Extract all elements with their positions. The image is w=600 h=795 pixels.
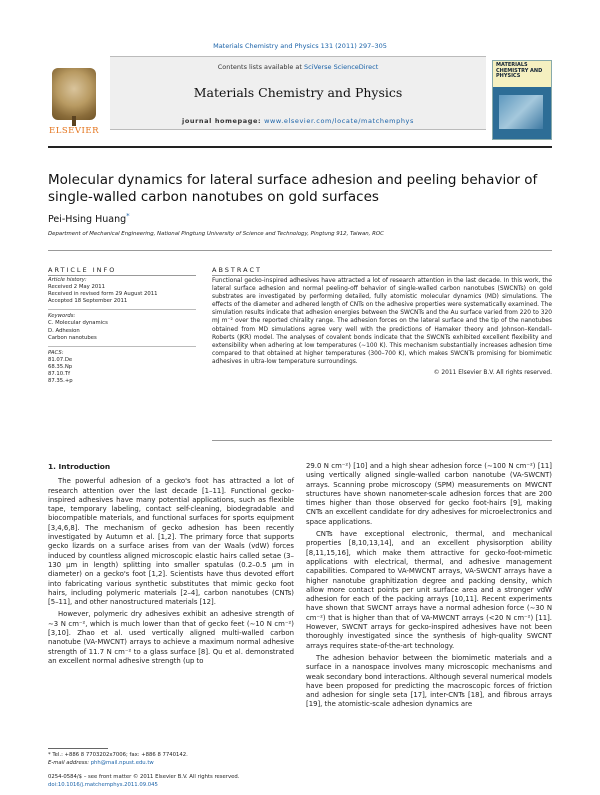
pacs-heading: PACS: <box>48 349 64 356</box>
doi-link[interactable]: doi:10.1016/j.matchemphys.2011.09.045 <box>48 782 158 788</box>
abstract-copyright: © 2011 Elsevier B.V. All rights reserved. <box>433 370 552 377</box>
elsevier-logo <box>48 68 100 140</box>
article-info-rule <box>48 275 196 276</box>
cover-image <box>499 95 543 129</box>
body-paragraph: 29.0 N cm⁻²) [10] and a high shear adhesion force (∼100 N cm⁻²) [11] using vertically aligned single-walled carbon nanotube (VA-SWCNT) arrays. Scanning probe microscopy (SPM) measurements on MWCNT structures have shown nanometer-scale adhesion forces that are 200 times higher than those observed for gecko foot-hairs [9], making CNTs an excellent candidate for dry adhesives for microelectronics and space applications. <box>306 462 552 526</box>
history-item: Received in revised form 29 August 2011 <box>48 291 158 298</box>
footnote-contact: * Tel.: +886 8 7703202x7006; fax: +886 8 7740142. <box>48 752 188 758</box>
journal-cover-thumbnail <box>492 60 552 140</box>
article-title: Molecular dynamics for lateral surface adhesion and peeling behavior of single-walled carbon nanotubes on gold surfaces <box>48 172 538 205</box>
pacs-code: 87.10.Tf <box>48 371 70 378</box>
affiliation-rule <box>48 250 552 251</box>
body-paragraph: The powerful adhesion of a gecko's foot has attracted a lot of research attention over the last decade [1–11]. Functional gecko-inspired adhesives have many potential applications, such as flexible tape, temporary labeling, contact self-cleaning, biodegradable and biocompatible materials, and functional surfaces for sports equipment [3,4,6,8]. The mechanism of gecko adhesion has been recently investigated by Autumn et al. [1,2]. The primary force that supports gecko lizards on a surface arises from van der Waals (vdW) forces induced by countless aligned microscopic elastic hairs called setae (3–130 μm in length) splitting into smaller spatulas (0.2–0.5 μm in diameter) on a gecko's foot [1,2]. Scientists have thus devoted effort into fabricating various synthetic substitutes that mimic gecko foot hairs, including polymeric materials [2–4], carbon nanotubes (CNTs) [5–11], and other nanostructured materials [12]. <box>48 477 294 607</box>
corresponding-author-mark[interactable]: * <box>126 212 130 220</box>
footnote-rule <box>48 748 108 749</box>
affiliation: Department of Mechanical Engineering, National Pingtung University of Science and Technology, Pingtung 912, Taiwan, ROC <box>48 231 384 237</box>
journal-banner <box>110 56 486 130</box>
history-heading: Article history: <box>48 277 87 283</box>
footnote-email-line <box>48 760 154 766</box>
keyword: D. Adhesion <box>48 327 80 334</box>
sciencedirect-link[interactable]: SciVerse ScienceDirect <box>304 63 379 71</box>
publisher-name: ELSEVIER <box>49 126 99 136</box>
keywords-heading: Keywords: <box>48 313 76 320</box>
history-item: Accepted 18 September 2011 <box>48 298 128 305</box>
email-label: E-mail address: <box>48 760 91 766</box>
journal-masthead <box>48 56 552 140</box>
history-item: Received 2 May 2011 <box>48 284 105 291</box>
doi-line <box>48 782 158 788</box>
email-link[interactable]: phh@mail.npust.edu.tw <box>90 760 154 766</box>
body-left-column <box>48 462 294 669</box>
contents-prefix: Contents lists available at <box>217 63 305 71</box>
cover-title: MATERIALS CHEMISTRY AND PHYSICS <box>496 62 543 79</box>
issn-line: 0254-0584/$ – see front matter © 2011 Elsevier B.V. All rights reserved. <box>48 774 240 780</box>
abstract-label: ABSTRACT <box>212 266 262 274</box>
body-paragraph: The adhesion behavior between the biomimetic materials and a surface in a nanospace involves many microscopic mechanisms and weak secondary bond interactions. Although several numerical models have been proposed for predicting the macroscopic forces of friction and adhesion for single seta [17], inter-CNTs [18], and fibrous arrays [19], the atomistic-scale adhesion dynamics are <box>306 653 552 709</box>
keyword: Carbon nanotubes <box>48 334 97 341</box>
pacs-code: 68.35.Np <box>48 363 73 370</box>
pacs-code: 81.07.De <box>48 356 73 363</box>
abstract-text: Functional gecko-inspired adhesives have attracted a lot of research attention in the last decade. In this work, the lateral surface adhesion and normal peeling-off behavior of single-walled carbon nanotubes (SWCNTs) on gold substrates are investigated by performing detailed, fully atomistic molecular dynamics (MD) simulations. The effects of the diameter and adhered length of CNTs on the adhesive properties were systematically examined. The simulation results indicate that adhesion energies between the SWCNTs and the Au surface varied from 220 to 320 mJ m⁻² over the reported chirality range. The adhesion forces on the lateral surface and the tip of the nanotubes obtained from MD simulations agree very well with the predictions of Hamaker theory and Johnson–Kendall–Roberts (JKR) model. The analyses of covalent bonds indicate that the SWCNTs exhibited excellent flexibility and extensibility when adhering at low temperatures (∼100 K). This mechanism substantially increases adhesion time compared to that obtained at higher temperatures (300–700 K), which makes SWCNTs promising for biomimetic adhesives in ultra-low temperature surroundings. <box>212 278 552 365</box>
header-rule <box>48 146 552 148</box>
homepage-prefix: journal homepage: <box>182 117 265 125</box>
journal-citation[interactable]: Materials Chemistry and Physics 131 (2011) 297–305 <box>213 42 387 50</box>
homepage-link[interactable]: www.elsevier.com/locate/matchemphys <box>264 117 414 125</box>
article-info-label: ARTICLE INFO <box>48 266 117 274</box>
journal-homepage <box>110 117 486 125</box>
contents-line <box>110 63 486 71</box>
author-name: Pei-Hsing Huang <box>48 214 127 226</box>
article-info <box>48 277 196 385</box>
author-line <box>48 212 130 225</box>
body-paragraph: CNTs have exceptional electronic, thermal, and mechanical properties [8,10,13,14], and an excellent physisorption ability [8,11,15,16], which make them attractive for gecko-foot-mimetic applications with electrical, thermal, and adhesive management capabilities. Compared to VA-MWCNT arrays, VA-SWCNT arrays have a higher nanotube graphitization degree and packing density, which allow more contact points per unit surface area and a stronger vdW adhesion for each of the packing arrays [10,11]. Recent experiments have shown that SWCNT arrays have a normal adhesion force (∼30 N cm⁻²) that is higher than that of VA-MWCNT arrays (<20 N cm⁻²) [11]. However, SWCNT arrays for gecko-inspired adhesives have not been thoroughly investigated since the synthesis of high-quality SWCNT arrays requires state-of-the-art technology. <box>306 530 552 650</box>
abstract-rule-bottom <box>212 440 552 441</box>
journal-title: Materials Chemistry and Physics <box>193 85 403 100</box>
abstract <box>212 277 552 377</box>
keyword: C. Molecular dynamics <box>48 320 108 327</box>
section-heading: 1. Introduction <box>48 462 111 471</box>
elsevier-tree-icon <box>52 68 96 120</box>
body-right-column <box>306 462 552 713</box>
body-paragraph: However, polymeric dry adhesives exhibit an adhesive strength of ∼3 N cm⁻², which is much lower than that of gecko feet (∼10 N cm⁻²) [3,10]. Zhao et al. used vertically aligned multi-walled carbon nanotube (VA-MWCNT) arrays to achieve a maximum normal adhesive strength of 11.7 N cm⁻² to a glass surface [8]. Qu et al. demonstrated an excellent normal adhesive strength (up to <box>48 610 294 665</box>
abstract-rule-top <box>212 275 552 276</box>
pacs-code: 87.35.+p <box>48 378 73 385</box>
